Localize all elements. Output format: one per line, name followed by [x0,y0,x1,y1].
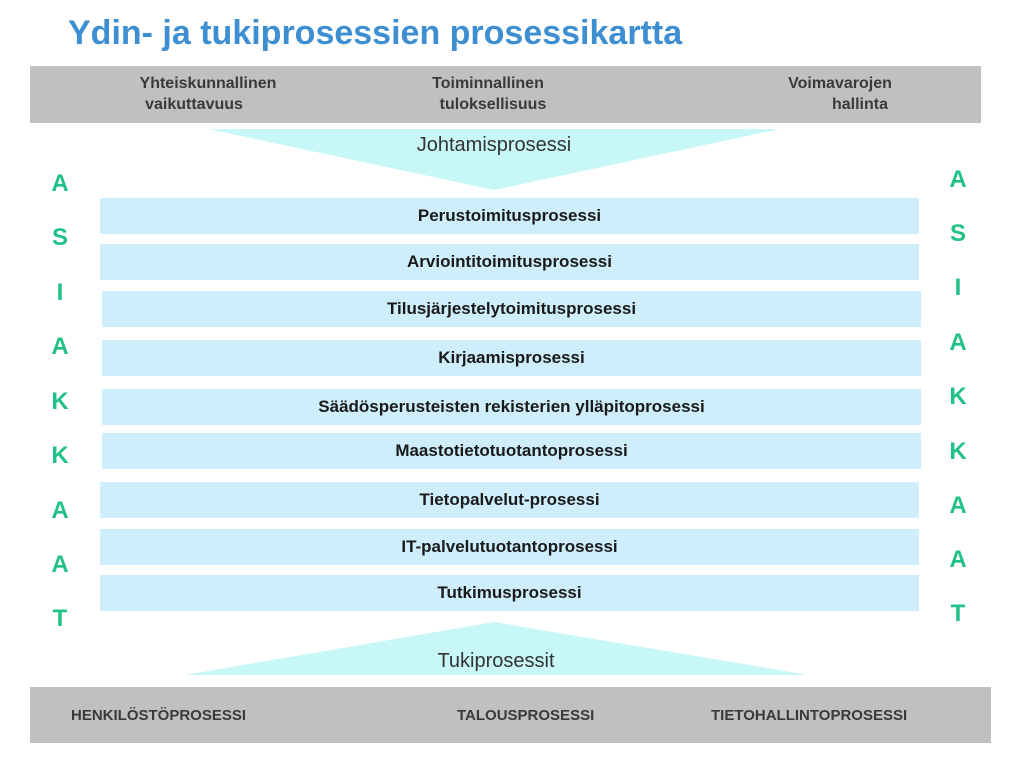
core-process-bar: Perustoimitusprosessi [100,198,919,234]
customer-letter: S [51,224,68,251]
customer-letter: A [51,551,69,578]
customer-letter: A [949,166,967,193]
core-process-bar: Tietopalvelut-prosessi [100,482,919,518]
customer-letter: K [949,383,967,410]
customer-letter: T [52,605,68,632]
support-process-finance: TALOUSPROSESSI [457,707,595,724]
page-title: Ydin- ja tukiprosessien prosessikartta [68,14,683,52]
customer-letter: T [950,600,966,627]
management-process-label: Johtamisprosessi [416,134,572,156]
core-process-bar: Säädösperusteisten rekisterien ylläpitoprosessi [102,389,921,425]
customer-letter: K [51,388,69,415]
core-process-bar: Kirjaamisprosessi [102,340,921,376]
core-process-bar: Tutkimusprosessi [100,575,919,611]
customer-letter: I [954,274,962,301]
core-process-bar: Arviointitoimitusprosessi [100,244,919,280]
support-processes-bar [30,687,991,743]
customer-letter: A [949,492,967,519]
customer-letter: A [51,333,69,360]
goal-line: tuloksellisuus [439,96,547,113]
customer-letter: A [949,546,967,573]
customer-letter: K [51,442,69,469]
goal-line: hallinta [831,96,888,113]
goal-line: Yhteiskunnallinen [139,75,277,92]
customer-letter: A [949,329,967,356]
core-process-bar: IT-palvelutuotantoprosessi [100,529,919,565]
goal-line: Toiminnallinen [432,75,544,92]
core-process-bar: Tilusjärjestelytoimitusprosessi [102,291,921,327]
support-process-it-management: TIETOHALLINTOPROSESSI [711,707,908,724]
support-processes-label: Tukiprosessit [437,650,555,672]
core-process-bar: Maastotietotuotantoprosessi [102,433,921,469]
customer-letter: K [949,438,967,465]
goal-line: Voimavarojen [788,75,892,92]
customer-letter: A [51,170,69,197]
support-process-hr: HENKILÖSTÖPROSESSI [71,707,247,724]
customer-letter: A [51,497,69,524]
customer-letter: I [56,279,64,306]
goal-line: vaikuttavuus [145,96,243,113]
customer-letter: S [949,220,966,247]
